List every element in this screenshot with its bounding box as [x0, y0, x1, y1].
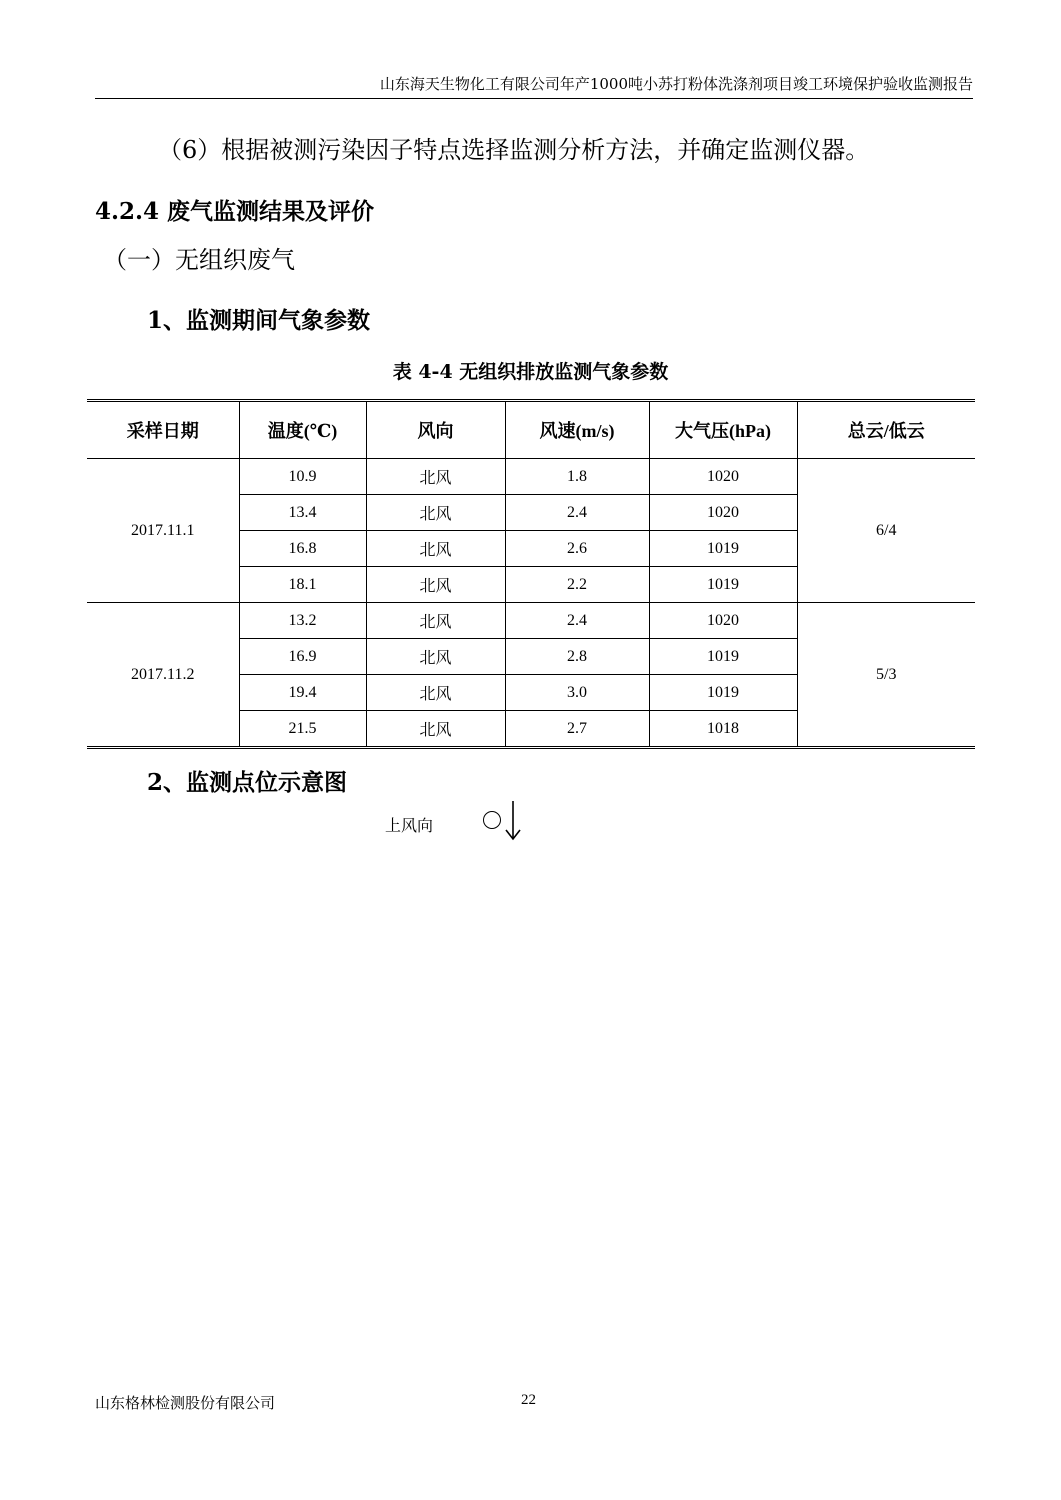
cell-cloud: 5/3 — [797, 603, 975, 748]
weather-parameters-table — [87, 399, 975, 749]
cell-temperature: 21.5 — [239, 711, 366, 748]
heading-monitoring-points: 2、监测点位示意图 — [147, 769, 348, 796]
cell-wind-speed: 2.7 — [505, 711, 649, 748]
header-pressure: 大气压(hPa) — [649, 401, 797, 459]
cell-wind-direction: 北风 — [366, 675, 505, 711]
page-header: 山东海天生物化工有限公司年产1000吨小苏打粉体洗涤剂项目竣工环境保护验收监测报告 — [95, 74, 973, 99]
cell-wind-direction: 北风 — [366, 531, 505, 567]
monitoring-point-diagram — [385, 800, 545, 850]
cell-wind-direction: 北风 — [366, 567, 505, 603]
heading-weather-params: 1、监测期间气象参数 — [147, 307, 371, 334]
cell-pressure: 1019 — [649, 567, 797, 603]
subsection-heading: （一）无组织废气 — [103, 246, 295, 274]
cell-pressure: 1020 — [649, 495, 797, 531]
page-number: 22 — [521, 1392, 536, 1408]
header-temperature: 温度(℃) — [239, 401, 366, 459]
section-heading: 4.2.4 废气监测结果及评价 — [95, 198, 375, 225]
cell-pressure: 1019 — [649, 675, 797, 711]
cell-wind-speed: 1.8 — [505, 459, 649, 495]
cell-temperature: 19.4 — [239, 675, 366, 711]
upwind-label: 上风向 — [385, 816, 434, 835]
cell-wind-direction: 北风 — [366, 495, 505, 531]
cell-temperature: 16.8 — [239, 531, 366, 567]
table-header-row — [87, 401, 975, 459]
paragraph-item-6: （6）根据被测污染因子特点选择监测分析方法，并确定监测仪器。 — [158, 136, 870, 164]
cell-temperature: 10.9 — [239, 459, 366, 495]
cell-wind-speed: 2.2 — [505, 567, 649, 603]
cell-temperature: 16.9 — [239, 639, 366, 675]
table-row — [87, 459, 975, 495]
cell-pressure: 1018 — [649, 711, 797, 748]
header-cloud: 总云/低云 — [797, 401, 975, 459]
cell-wind-direction: 北风 — [366, 711, 505, 748]
footer-company: 山东格林检测股份有限公司 — [95, 1394, 276, 1412]
header-date: 采样日期 — [87, 401, 239, 459]
cell-date: 2017.11.2 — [87, 603, 239, 748]
cell-pressure: 1020 — [649, 459, 797, 495]
cell-pressure: 1019 — [649, 531, 797, 567]
cell-wind-speed: 2.4 — [505, 603, 649, 639]
cell-wind-speed: 2.6 — [505, 531, 649, 567]
header-wind-direction: 风向 — [366, 401, 505, 459]
cell-wind-direction: 北风 — [366, 459, 505, 495]
cell-cloud: 6/4 — [797, 459, 975, 603]
cell-wind-speed: 2.4 — [505, 495, 649, 531]
table-row — [87, 603, 975, 639]
cell-pressure: 1019 — [649, 639, 797, 675]
cell-wind-speed: 3.0 — [505, 675, 649, 711]
cell-wind-direction: 北风 — [366, 639, 505, 675]
header-wind-speed: 风速(m/s) — [505, 401, 649, 459]
cell-pressure: 1020 — [649, 603, 797, 639]
arrow-down-icon — [503, 800, 523, 842]
cell-date: 2017.11.1 — [87, 459, 239, 603]
table-caption: 表 4-4 无组织排放监测气象参数 — [392, 361, 669, 383]
cell-wind-direction: 北风 — [366, 603, 505, 639]
cell-temperature: 13.4 — [239, 495, 366, 531]
cell-wind-speed: 2.8 — [505, 639, 649, 675]
monitoring-point-circle-icon — [483, 811, 501, 829]
cell-temperature: 18.1 — [239, 567, 366, 603]
cell-temperature: 13.2 — [239, 603, 366, 639]
